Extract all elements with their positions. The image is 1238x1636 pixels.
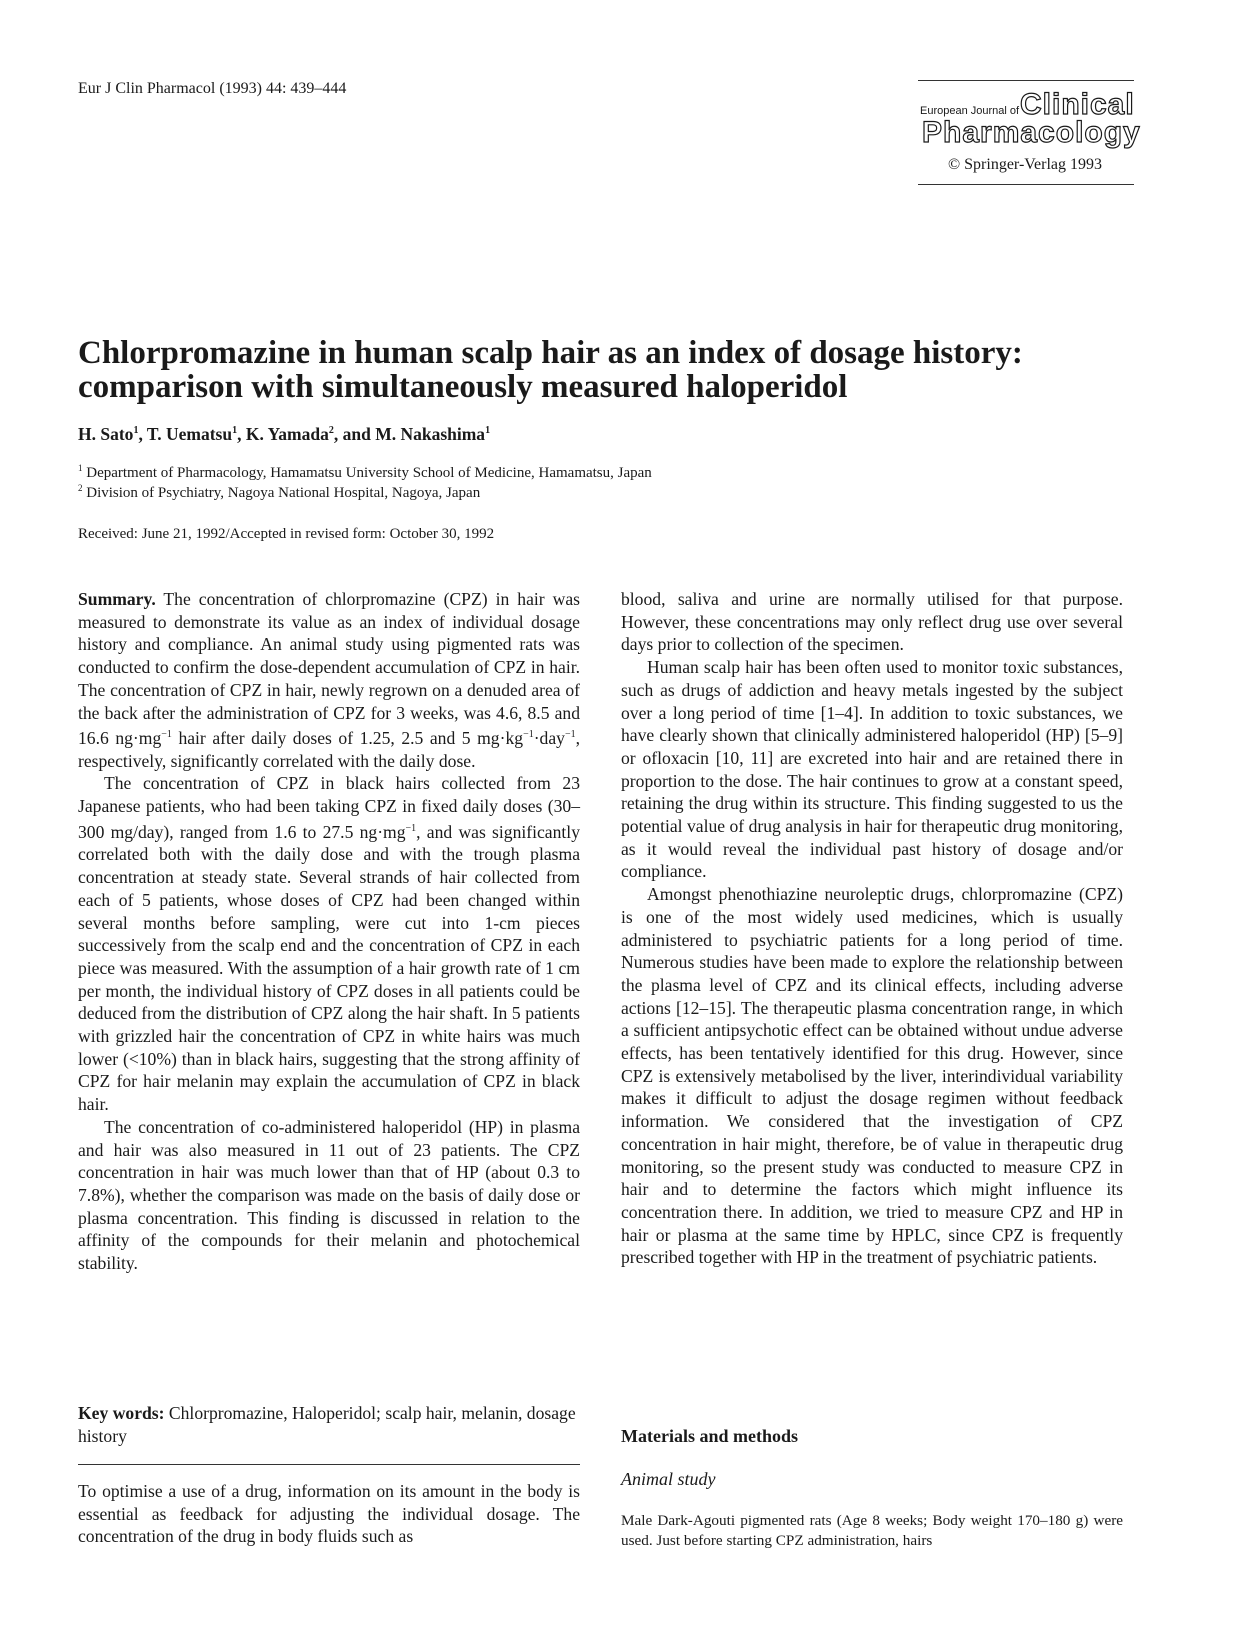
journal-citation: Eur J Clin Pharmacol (1993) 44: 439–444 xyxy=(78,80,347,97)
journal-name-clinical: Clinical xyxy=(1020,88,1135,121)
summary-section xyxy=(78,588,580,1275)
article-title xyxy=(78,336,1158,404)
introduction-start xyxy=(78,1480,580,1548)
author-list xyxy=(78,424,490,445)
author-separator: , and xyxy=(333,424,376,444)
journal-prefix: European Journal of xyxy=(920,105,1020,117)
subsection-heading-animal-study: Animal study xyxy=(621,1469,716,1489)
author-separator: , xyxy=(237,424,246,444)
methods-paragraph: Male Dark-Agouti pigmented rats (Age 8 weeks; Body weight 170–180 g) were used. Just before starting CPZ administration, hairs xyxy=(621,1512,1123,1549)
keywords-label: Key words: xyxy=(78,1403,165,1423)
author-affiliation-mark: 1 xyxy=(485,425,491,437)
author-name: M. Nakashima xyxy=(375,424,486,444)
author-separator: , xyxy=(138,424,147,444)
superscript: −1 xyxy=(405,822,417,834)
title-line-1: Chlorpromazine in human scalp hair as an index of dosage history: xyxy=(78,335,1023,371)
title-line-2: comparison with simultaneously measured haloperidol xyxy=(78,369,848,405)
abstract-divider xyxy=(78,1464,580,1465)
summary-label: Summary. xyxy=(78,589,156,609)
affiliation-text: Division of Psychiatry, Nagoya National Hospital, Nagoya, Japan xyxy=(86,485,481,501)
received-dates: Received: June 21, 1992/Accepted in revised form: October 30, 1992 xyxy=(78,526,495,542)
body-paragraph: blood, saliva and urine are normally utilised for that purpose. However, these concentrations may only reflect drug use over several days prior to collection of the specimen. xyxy=(621,589,1123,655)
summary-text: , respectively, significantly correlated with the daily dose. xyxy=(78,728,581,771)
author-affiliation-mark: 1 xyxy=(232,425,238,437)
summary-text: The concentration of CPZ in black hairs collected from 23 Japanese patients, who had been taking CPZ in fixed daily doses (30–300 mg/day), ranged from 1.6 to 27.5 ng·mg xyxy=(78,773,580,842)
publisher-copyright: © Springer-Verlag 1993 xyxy=(948,156,1103,173)
introduction-continued xyxy=(621,588,1123,1269)
superscript: −1 xyxy=(523,729,534,741)
author-affiliation-mark: 1 xyxy=(133,425,139,437)
summary-text: ·day xyxy=(533,728,565,749)
summary-paragraph xyxy=(78,772,580,1115)
affiliation xyxy=(78,479,978,503)
summary-text: , and was significantly correlated both with the daily dose and with the trough plasma concentration at steady state. Several strands of hair collected from each of 5 patients, whose doses of CPZ had been changed within several months before sampling, were cut into 1-cm pieces successively from the scalp end and the concentration of CPZ in each piece was measured. With the assumption of a hair growth rate of 1 cm per month, the individual history of CPZ doses in all patients could be deduced from the distribution of CPZ along the hair shaft. In 5 patients with grizzled hair the concentration of CPZ in white hairs was much lower (<10%) than in black hairs, suggesting that the strong affinity of CPZ for hair melanin may explain the accumulation of CPZ in black hair. xyxy=(78,821,580,1115)
affiliation-number: 2 xyxy=(78,483,83,493)
logo-bottom-rule xyxy=(918,184,1134,185)
journal-name-pharmacology: Pharmacology xyxy=(922,116,1141,149)
summary-text: hair after daily doses of 1.25, 2.5 and 5 mg·kg xyxy=(171,728,524,749)
keywords-text: Chlorpromazine, Haloperidol; scalp hair, melanin, dosage history xyxy=(78,1403,576,1446)
affiliation-number: 1 xyxy=(78,463,83,473)
superscript: −1 xyxy=(161,729,172,741)
superscript: −1 xyxy=(564,729,576,741)
affiliation-text: Department of Pharmacology, Hamamatsu University School of Medicine, Hamamatsu, Japan xyxy=(86,465,652,481)
author-name: K. Yamada xyxy=(245,424,329,444)
journal-logo xyxy=(918,80,1141,184)
summary-text: The concentration of chlorpromazine (CPZ) in hair was measured to demonstrate its value as an index of individual dosage history and compliance. An animal study using pigmented rats was conducted to confirm the dose-dependent accumulation of CPZ in hair. The concentration of CPZ in hair, newly regrown on a denuded area of the back after the administration of CPZ for 3 weeks, was 4.6, 8.5 and 16.6 ng·mg xyxy=(78,589,580,749)
summary-paragraph xyxy=(78,588,580,772)
author-name: H. Sato xyxy=(78,424,134,444)
author-affiliation-mark: 2 xyxy=(328,425,334,437)
author-name: T. Uematsu xyxy=(146,424,233,444)
section-heading-materials-methods: Materials and methods xyxy=(621,1426,798,1446)
body-paragraph: To optimise a use of a drug, information on its amount in the body is essential as feedback for adjusting the individual dosage. The concentration of the drug in body fluids such as xyxy=(78,1481,580,1547)
body-paragraph: Human scalp hair has been often used to monitor toxic substances, such as drugs of addiction and heavy metals ingested by the subject over a long period of time [1–4]. In addition to toxic substances, we have clearly shown that clinically administered haloperidol (HP) [5–9] or ofloxacin [10, 11] are excreted into hair and are retained there in proportion to the dose. The hair continues to grow at a constant speed, retaining the drug within its structure. This finding suggested to us the potential value of drug analysis in hair for therapeutic drug monitoring, as it would reveal the individual past history of dosage and/or compliance. xyxy=(621,657,1123,882)
summary-paragraph: The concentration of co-administered haloperidol (HP) in plasma and hair was also measured in 11 out of 23 patients. The CPZ concentration in hair was much lower than that of HP (about 0.3 to 7.8%), whether the comparison was made on the basis of daily dose or plasma concentration. This finding is discussed in relation to the affinity of the compounds for their melanin and photochemical stability. xyxy=(78,1116,580,1274)
body-paragraph: Amongst phenothiazine neuroleptic drugs, chlorpromazine (CPZ) is one of the most widely used medicines, which is usually administered to psychiatric patients for a long period of time. Numerous studies have been made to explore the relationship between the plasma level of CPZ and its clinical effects, including adverse actions [12–15]. The therapeutic plasma concentration range, in which a sufficient antipsychotic effect can be obtained without undue adverse effects, has been tentatively identified for this drug. However, since CPZ is extensively metabolised by the liver, interindividual variability makes it difficult to adjust the dosage regimen without feedback information. We considered that the investigation of CPZ concentration in hair might, therefore, be of value in therapeutic drug monitoring, so the present study was conducted to measure CPZ in hair and to determine the factors which might influence its concentration there. In addition, we tried to measure CPZ and HP in hair or plasma at the same time by HPLC, since CPZ is frequently prescribed together with HP in the treatment of psychiatric patients. xyxy=(621,884,1123,1268)
logo-top-rule xyxy=(918,80,1134,81)
keywords xyxy=(78,1402,580,1447)
